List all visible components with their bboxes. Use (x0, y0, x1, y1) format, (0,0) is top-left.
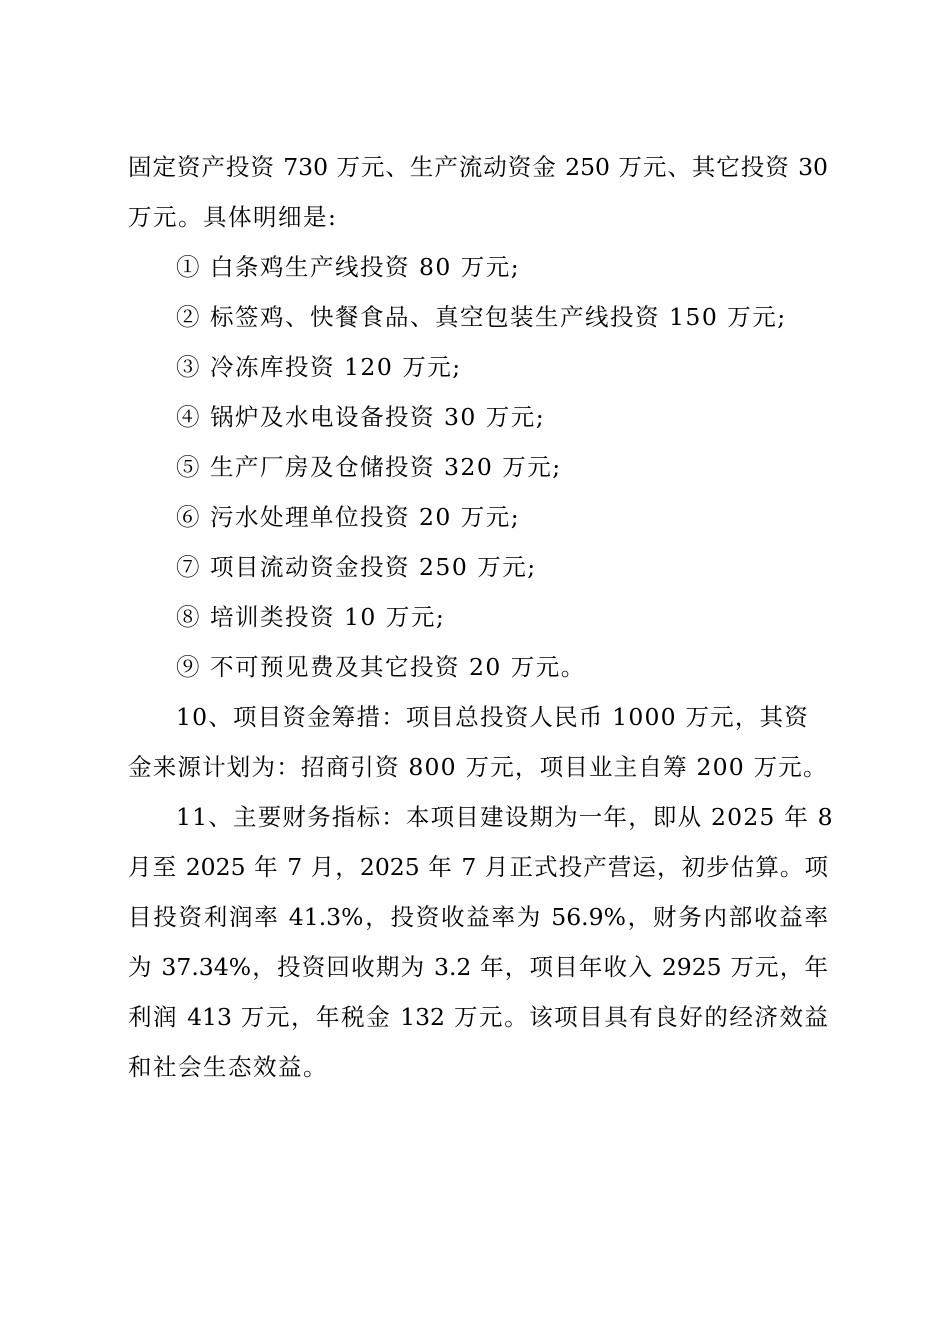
list-item-2: ② 标签鸡、快餐食品、真空包装生产线投资 150 万元; (176, 303, 787, 331)
text-line-2: 万元。具体明细是: (128, 203, 338, 231)
list-item-5: ⑤ 生产厂房及仓储投资 320 万元; (176, 453, 562, 481)
list-item-6: ⑥ 污水处理单位投资 20 万元; (176, 503, 521, 531)
list-item-9: ⑨ 不可预见费及其它投资 20 万元。 (176, 653, 586, 681)
list-item-4: ④ 锅炉及水电设备投资 30 万元; (176, 403, 546, 431)
document-body (128, 142, 834, 1092)
paragraph-10-line-2: 金来源计划为：招商引资 800 万元，项目业主自筹 200 万元。 (128, 753, 828, 781)
paragraph-11-line-1: 11、主要财务指标：本项目建设期为一年，即从 2025 年 8 (176, 803, 834, 831)
paragraph-11-line-2: 月至 2025 年 7 月，2025 年 7 月正式投产营运，初步估算。项 (128, 853, 828, 881)
paragraph-11-line-4: 为 37.34%，投资回收期为 3.2 年，项目年收入 2925 万元，年 (128, 953, 828, 981)
paragraph-10-line-1: 10、项目资金筹措：项目总投资人民币 1000 万元，其资 (176, 703, 809, 731)
list-item-1: ① 白条鸡生产线投资 80 万元; (176, 253, 521, 281)
paragraph-11-line-6: 和社会生态效益。 (128, 1053, 328, 1081)
paragraph-11-line-5: 利润 413 万元，年税金 132 万元。该项目具有良好的经济效益 (128, 1003, 828, 1031)
list-item-3: ③ 冷冻库投资 120 万元; (176, 353, 462, 381)
list-item-7: ⑦ 项目流动资金投资 250 万元; (176, 553, 537, 581)
list-item-8: ⑧ 培训类投资 10 万元; (176, 603, 446, 631)
paragraph-11-line-3: 目投资利润率 41.3%，投资收益率为 56.9%，财务内部收益率 (128, 903, 828, 931)
text-line-1: 固定资产投资 730 万元、生产流动资金 250 万元、其它投资 30 (128, 153, 828, 181)
